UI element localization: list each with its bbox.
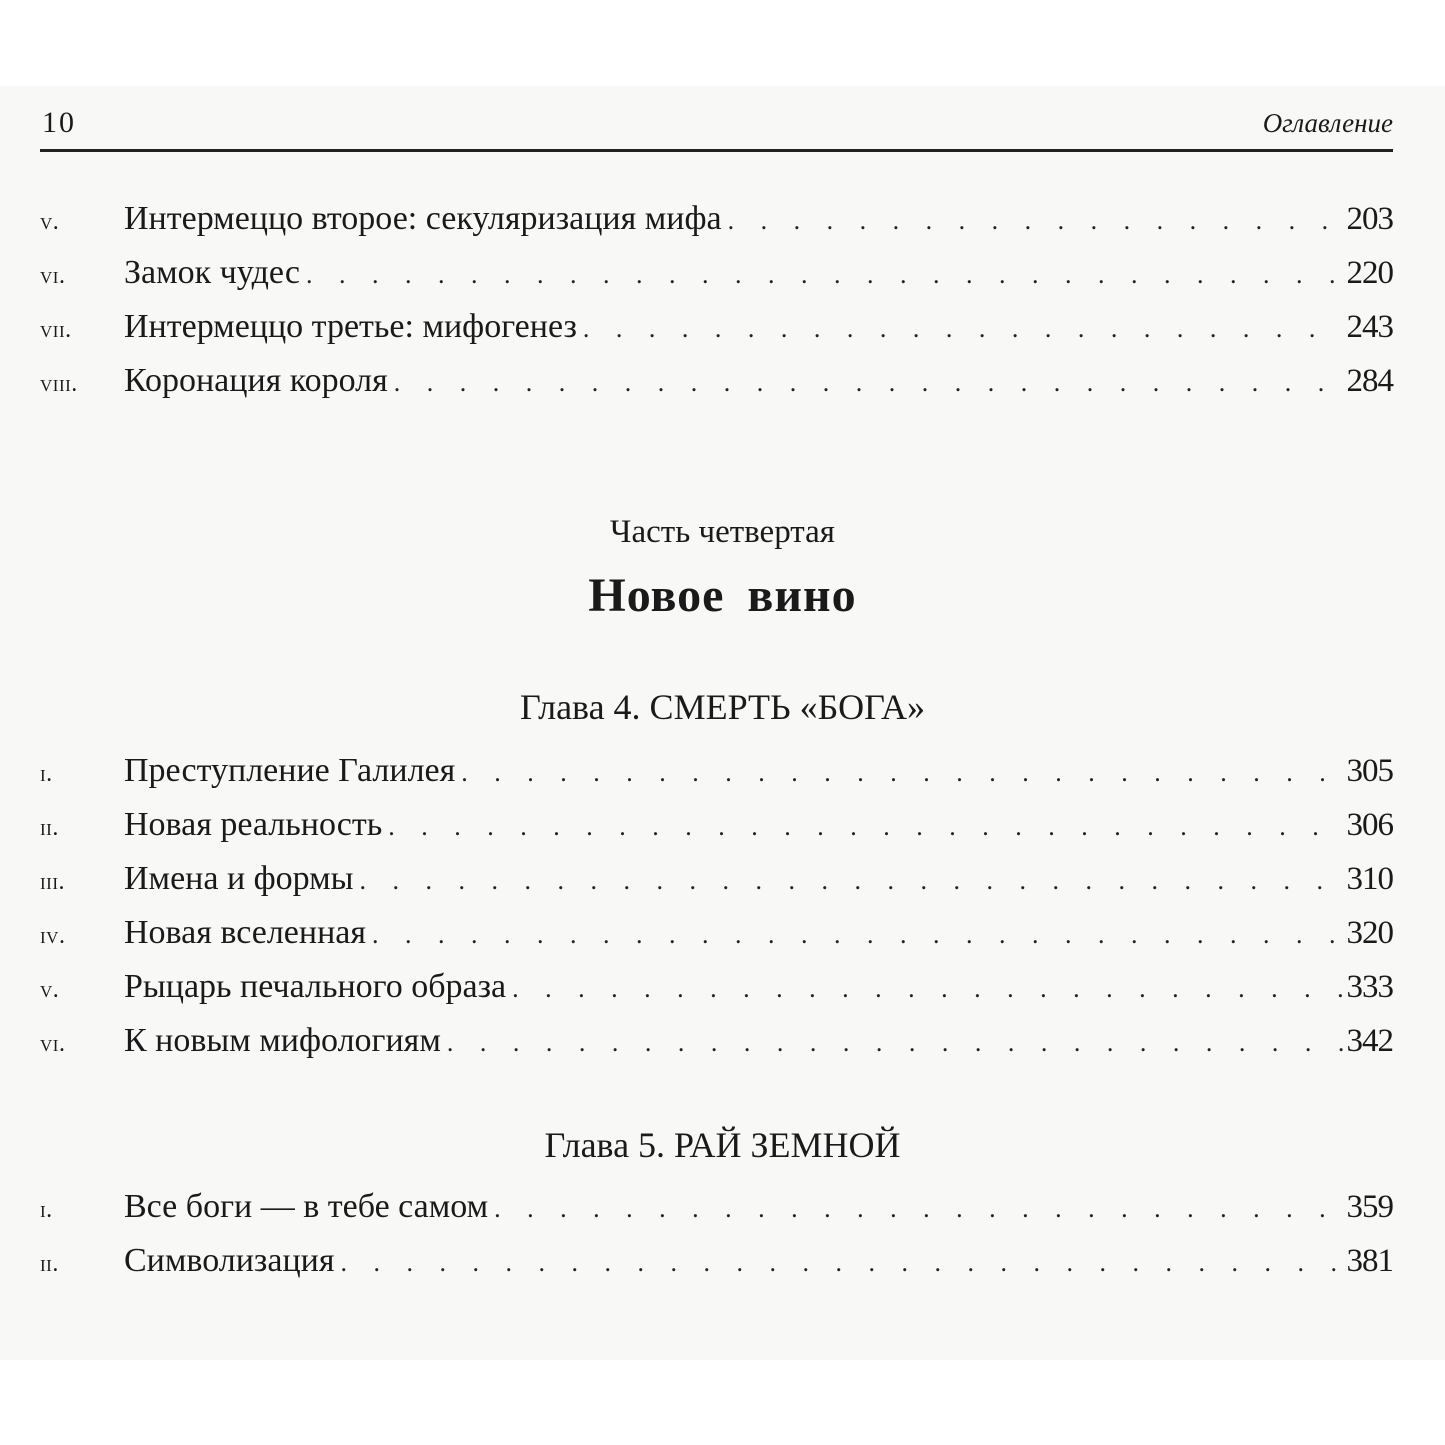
running-title: Оглавление (1262, 108, 1393, 138)
header-rule (40, 149, 1393, 152)
dot-leader (512, 962, 1342, 1016)
entry-page: 220 (1343, 246, 1394, 300)
toc-entry[interactable] (40, 192, 1393, 246)
entry-numeral: v. (40, 209, 60, 235)
entry-title: Коронация короля (124, 354, 394, 408)
entry-page: 381 (1343, 1234, 1394, 1288)
entry-numeral: iii. (40, 869, 65, 895)
entry-title: Все боги — в тебе самом (124, 1180, 494, 1234)
dot-leader (394, 356, 1343, 410)
toc-entry[interactable] (40, 1014, 1393, 1068)
dot-leader (461, 746, 1342, 800)
dot-leader (388, 800, 1342, 854)
toc-entry[interactable] (40, 354, 1393, 408)
dot-leader (340, 1236, 1342, 1290)
page-number: 10 (42, 106, 76, 139)
toc-entry[interactable] (40, 960, 1393, 1014)
toc-list-previous (40, 192, 1393, 408)
entry-numeral: vi. (40, 263, 66, 289)
toc-list-chapter-4 (40, 744, 1393, 1068)
toc-entry[interactable] (40, 798, 1393, 852)
entry-numeral: i. (40, 761, 53, 787)
entry-page: 333 (1343, 960, 1394, 1014)
chapter-title[interactable]: Глава 4. СМЕРТЬ «БОГА» (520, 687, 925, 727)
entry-numeral: i. (40, 1197, 53, 1223)
toc-entry[interactable] (40, 852, 1393, 906)
toc-entry[interactable] (40, 744, 1393, 798)
entry-page: 243 (1343, 300, 1394, 354)
toc-entry[interactable] (40, 300, 1393, 354)
entry-title: К новым мифологиям (124, 1014, 447, 1068)
entry-page: 359 (1343, 1180, 1394, 1234)
entry-title: Рыцарь печального образа (124, 960, 512, 1014)
entry-title: Интермеццо второе: секуляризация мифа (124, 192, 728, 246)
part-title: Новое вино (588, 569, 857, 622)
book-page (0, 86, 1445, 1360)
dot-leader (306, 248, 1343, 302)
dot-leader (728, 194, 1343, 248)
entry-numeral: vii. (40, 317, 72, 343)
entry-title: Интермеццо третье: мифогенез (124, 300, 583, 354)
entry-page: 306 (1343, 798, 1394, 852)
entry-page: 310 (1343, 852, 1394, 906)
entry-title: Новая реальность (124, 798, 388, 852)
entry-page: 342 (1343, 1014, 1394, 1068)
entry-numeral: vi. (40, 1031, 66, 1057)
entry-numeral: ii. (40, 1251, 59, 1277)
entry-page: 203 (1343, 192, 1394, 246)
entry-numeral: v. (40, 977, 60, 1003)
entry-page: 305 (1343, 744, 1394, 798)
entry-page: 320 (1343, 906, 1394, 960)
part-label: Часть четвертая (610, 514, 835, 550)
entry-numeral: viii. (40, 371, 78, 397)
toc-entry[interactable] (40, 1234, 1393, 1288)
toc-entry[interactable] (40, 906, 1393, 960)
running-head (40, 106, 1393, 150)
entry-page: 284 (1343, 354, 1394, 408)
dot-leader (447, 1016, 1343, 1070)
entry-title: Символизация (124, 1234, 340, 1288)
entry-numeral: iv. (40, 923, 66, 949)
entry-title: Преступление Галилея (124, 744, 461, 798)
entry-title: Имена и формы (124, 852, 360, 906)
dot-leader (372, 908, 1342, 962)
entry-title: Замок чудес (124, 246, 306, 300)
toc-entry[interactable] (40, 1180, 1393, 1234)
dot-leader (494, 1182, 1342, 1236)
dot-leader (583, 302, 1343, 356)
chapter-title[interactable]: Глава 5. РАЙ ЗЕМНОЙ (544, 1125, 901, 1165)
toc-list-chapter-5 (40, 1180, 1393, 1288)
dot-leader (360, 854, 1343, 908)
entry-title: Новая вселенная (124, 906, 372, 960)
toc-entry[interactable] (40, 246, 1393, 300)
entry-numeral: ii. (40, 815, 59, 841)
